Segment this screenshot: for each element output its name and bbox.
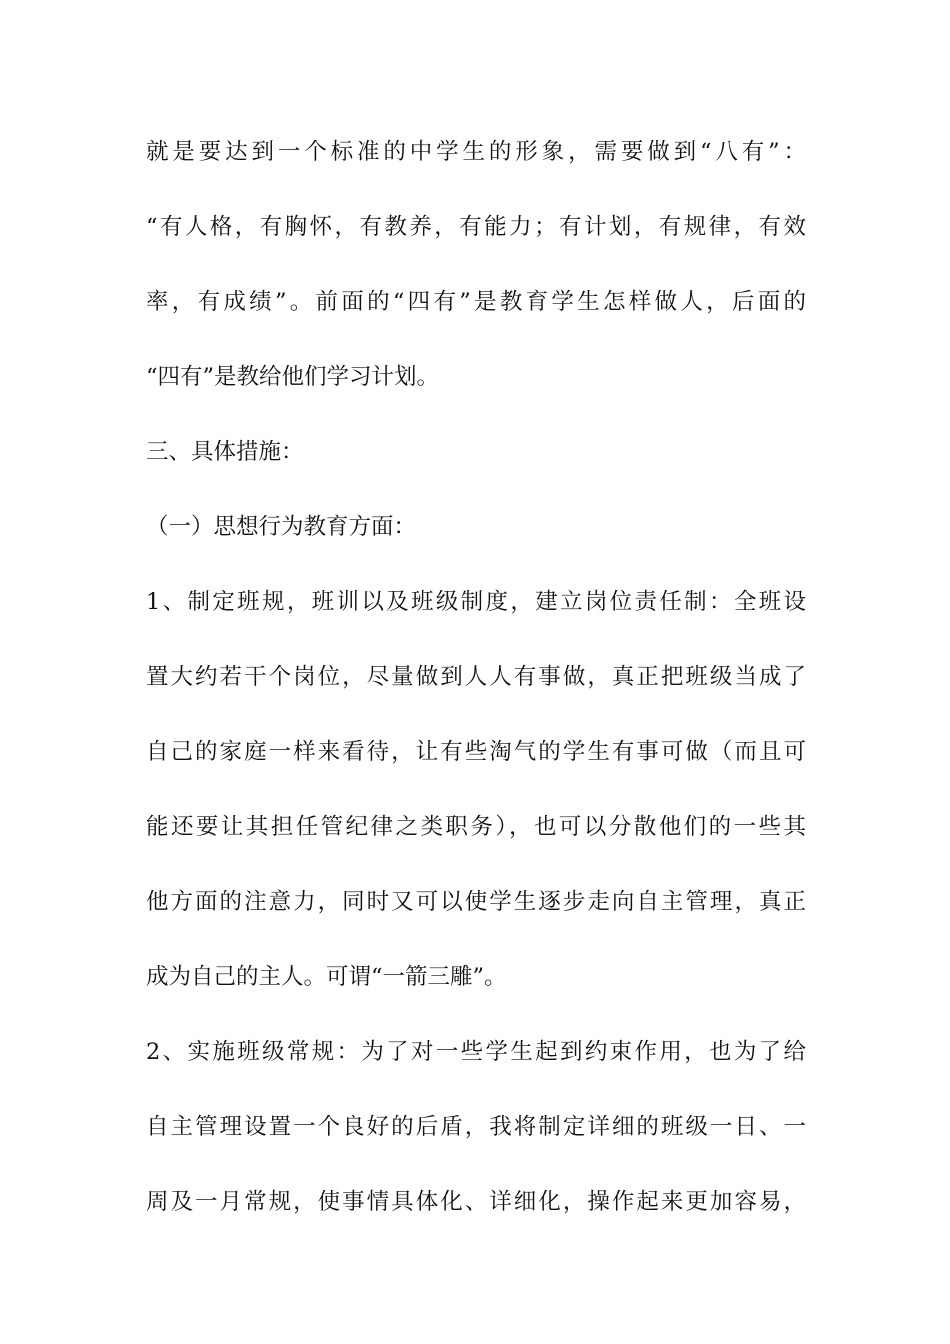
text-line: “四有”是教给他们学习计划。	[146, 364, 440, 390]
text-line: 2、实施班级常规：为了对一些学生起到约束作用，也为了给	[146, 1039, 806, 1065]
text-line: 他方面的注意力，同时又可以使学生逐步走向自主管理，真正	[146, 889, 806, 915]
subsection-heading: （一）思想行为教育方面：	[146, 514, 417, 540]
text-line: 置大约若干个岗位，尽量做到人人有事做，真正把班级当成了	[146, 664, 806, 690]
section-heading: 三、具体措施：	[146, 439, 304, 465]
text-line: 率，有成绩”。前面的“四有”是教育学生怎样做人，后面的	[146, 289, 806, 315]
text-line: 自主管理设置一个良好的后盾，我将制定详细的班级一日、一	[146, 1114, 806, 1140]
text-line: 自己的家庭一样来看待，让有些淘气的学生有事可做（而且可	[146, 739, 806, 765]
text-line: 成为自己的主人。可谓“一箭三雕”。	[146, 964, 507, 990]
text-line: 能还要让其担任管纪律之类职务），也可以分散他们的一些其	[146, 814, 806, 840]
text-line: 就是要达到一个标准的中学生的形象，需要做到“八有”：	[146, 139, 806, 165]
text-line: 周及一月常规，使事情具体化、详细化，操作起来更加容易，	[146, 1189, 806, 1215]
text-line: 1、制定班规，班训以及班级制度，建立岗位责任制：全班设	[146, 589, 806, 615]
text-line: “有人格，有胸怀，有教养，有能力；有计划，有规律，有效	[146, 214, 806, 240]
